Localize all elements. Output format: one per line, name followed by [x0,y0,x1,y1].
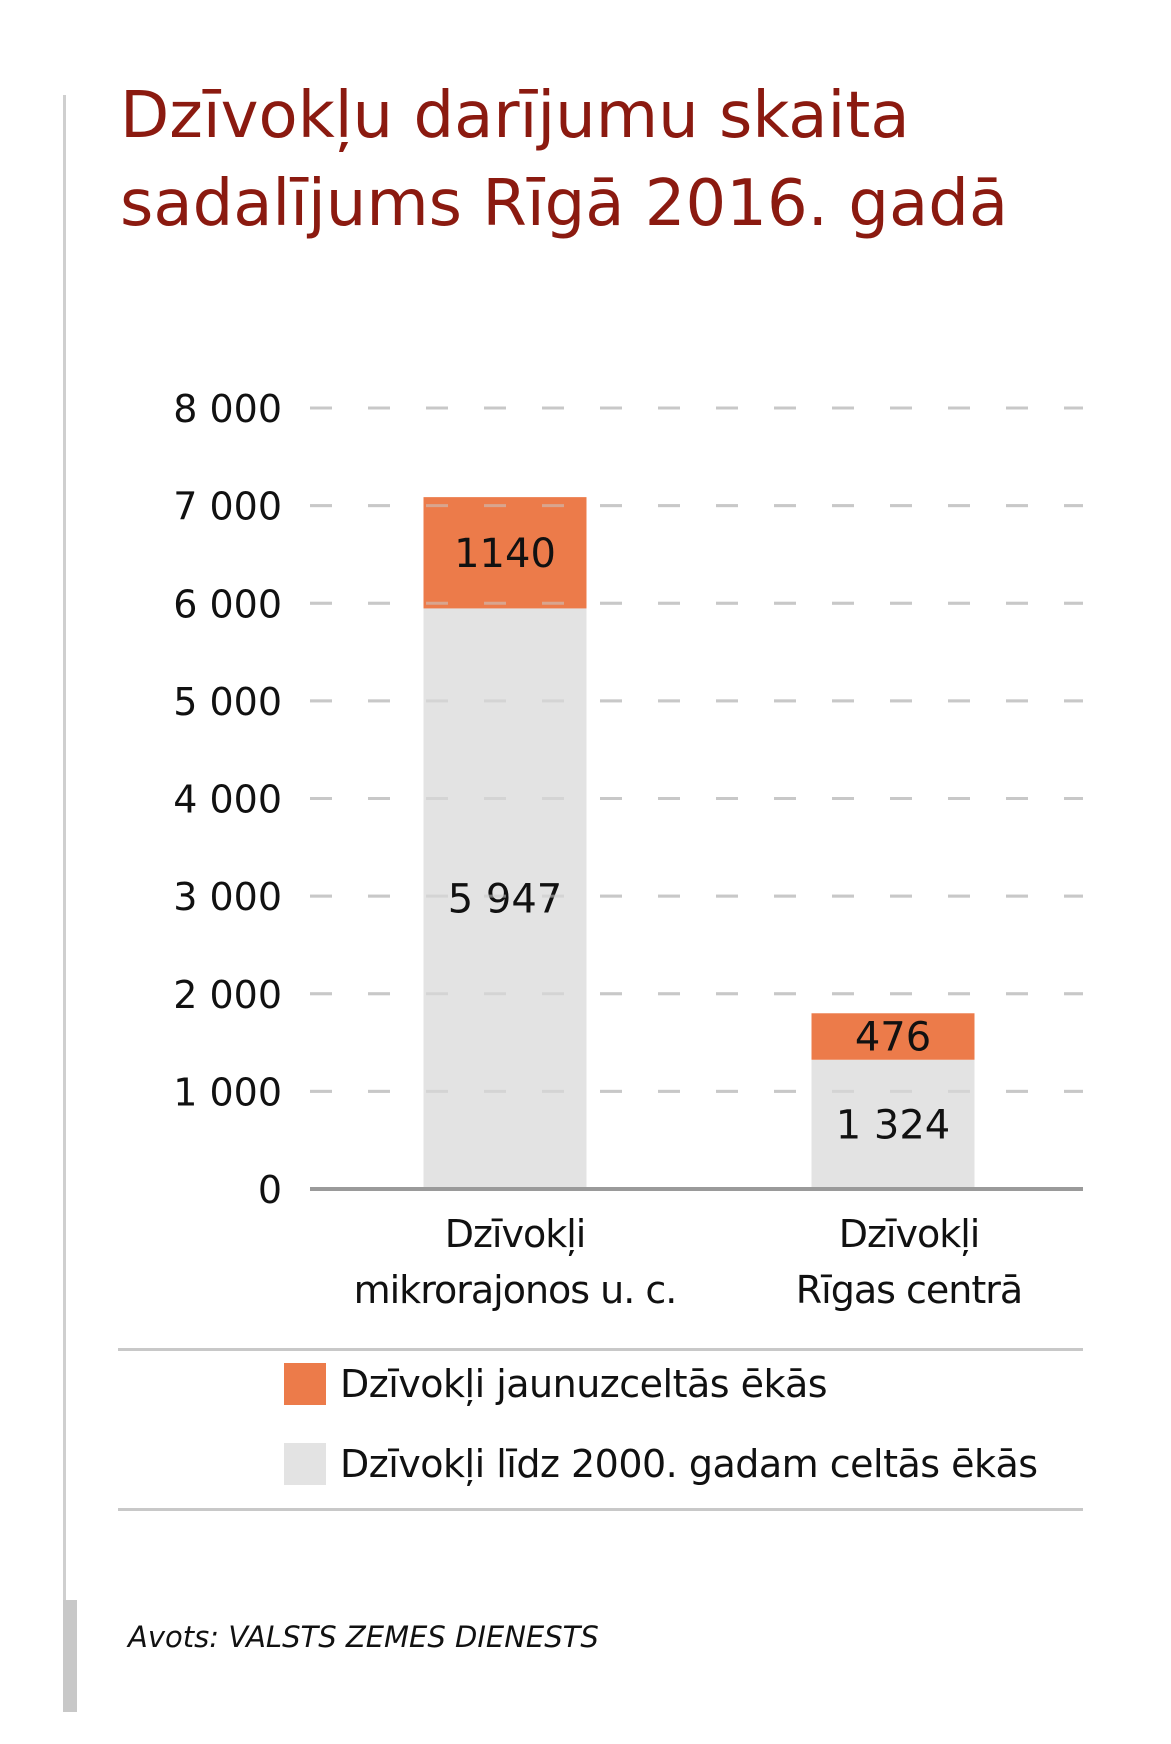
legend-label-new-buildings: Dzīvokļi jaunuzceltās ēkās [340,1362,828,1406]
bar-value-label: 5 947 [447,876,563,923]
y-tick-label: 6 000 [173,582,282,627]
legend-swatch-old-buildings [284,1443,326,1485]
y-tick-label: 1 000 [173,1070,282,1115]
x-category-label: mikrorajonos u. c. [353,1268,677,1312]
y-axis-tick-labels [173,387,282,1212]
source-name: VALSTS ZEMES DIENESTS [228,1620,599,1654]
y-tick-label: 4 000 [173,777,282,822]
x-category-label: Rīgas centrā [795,1268,1023,1312]
legend-top-rule [118,1348,1083,1351]
x-category-label: Dzīvokļi [838,1212,980,1256]
y-tick-label: 8 000 [173,387,282,431]
legend-bottom-rule [118,1508,1083,1511]
chart-title-line-2: sadalījums Rīgā 2016. gadā [120,167,1009,241]
legend-item-old-buildings [284,1442,1038,1486]
source-prefix: Avots: [128,1620,229,1654]
legend-swatch-new-buildings [284,1363,326,1405]
x-axis-category-labels [354,1212,1023,1312]
y-tick-label: 0 [257,1168,282,1212]
bar-value-label: 476 [854,1014,932,1061]
legend-item-new-buildings [284,1362,827,1406]
chart-title-line-1: Dzīvokļu darījumu skaita [120,79,910,153]
x-category-label: Dzīvokļi [444,1212,586,1256]
source-note [128,1620,599,1654]
bars [424,497,975,1189]
bar-value-label: 1 324 [835,1102,951,1149]
y-tick-label: 7 000 [173,484,282,529]
bar-value-label: 1140 [454,530,556,577]
y-tick-label: 5 000 [173,679,282,724]
legend-label-old-buildings: Dzīvokļi līdz 2000. gadam celtās ēkās [340,1442,1038,1486]
y-tick-label: 2 000 [173,972,282,1017]
y-tick-label: 3 000 [173,875,282,920]
